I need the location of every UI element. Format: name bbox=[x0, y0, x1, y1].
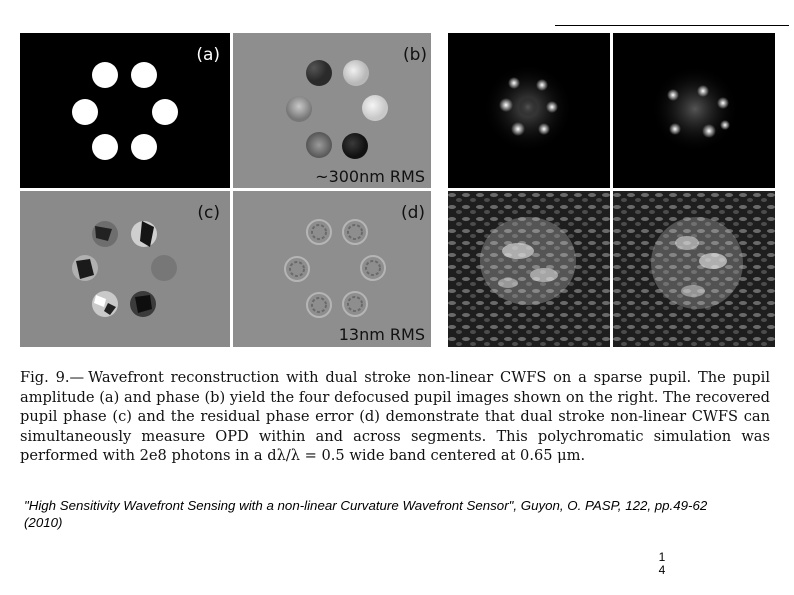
page-number bbox=[657, 551, 667, 577]
defocused-image-top-left bbox=[448, 33, 610, 188]
panel-c-recovered-phase bbox=[20, 191, 230, 347]
panel-b-label: (b) bbox=[402, 45, 427, 65]
panel-b-pupil-phase bbox=[233, 33, 431, 188]
panel-a-pupil-amplitude bbox=[20, 33, 230, 188]
caption-text: Wavefront reconstruction with dual stroke non-linear CWFS on a sparse pupil. The pupil amplitude (a) and phase (b) yield the four defocused pupil images shown on the right. The recovered pupil phase (c) and the residual phase error (d) demonstrate that dual stroke non-linear CWFS can simultaneously measure OPD within and across segments. This polychromatic simulation was performed with 2e8 photons in a dλ/λ = 0.5 wide band centered at 0.65 μm. bbox=[20, 369, 770, 464]
panel-d-rms: 13nm RMS bbox=[338, 325, 425, 344]
pupil-phase-image bbox=[233, 33, 431, 188]
panel-d-residual-phase bbox=[233, 191, 431, 347]
defocused-image-bottom-left bbox=[448, 191, 610, 347]
defocused-image-bottom-right bbox=[613, 191, 775, 347]
panel-a-label: (a) bbox=[196, 45, 220, 65]
panel-b-rms: ~300nm RMS bbox=[315, 167, 425, 186]
header-rule bbox=[555, 25, 789, 26]
citation: "High Sensitivity Wavefront Sensing with a non-linear Curvature Wavefront Sensor", Guyon, O. PASP, 122, pp.49-62 (2010) bbox=[24, 498, 708, 530]
figure-number: Fig. 9.— bbox=[20, 369, 85, 386]
defocused-image-top-right bbox=[613, 33, 775, 188]
page-number-line2: 4 bbox=[658, 563, 666, 577]
panel-c-label: (c) bbox=[197, 203, 220, 223]
panel-d-label: (d) bbox=[400, 203, 425, 223]
figure-caption bbox=[20, 368, 770, 466]
page-number-line1: 1 bbox=[658, 550, 666, 564]
